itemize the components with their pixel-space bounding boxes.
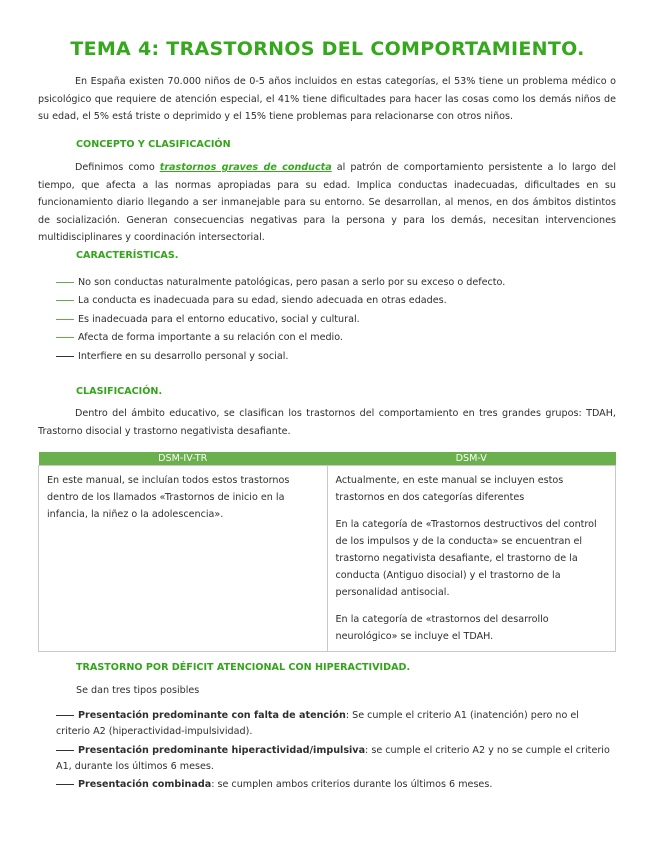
list-item: Presentación combinada: se cumplen ambos criterios durante los últimos 6 meses. <box>56 777 616 793</box>
dsm-iv-header: DSM-IV-TR <box>39 452 328 466</box>
concepto-paragraph <box>38 159 616 247</box>
dash-bullet <box>56 715 74 716</box>
concepto-rest: al patrón de comportamiento persistente a lo largo del tiempo, que afecta a las normas apropiadas para su edad. Implica conductas inadecuadas, dificultades en su funcionamiento diario llegando a ser inmanejable para su entorno. Se desarrollan, al menos, en dos ámbitos distintos de socialización. Generan consecuencias negativas para la persona y para los demás, necesitan intervenciones multidisciplinares y coordinación intersectorial. <box>38 162 616 243</box>
heading-clasificacion: CLASIFICACIÓN. <box>76 386 163 397</box>
heading-concepto: CONCEPTO Y CLASIFICACIÓN <box>76 139 231 150</box>
dash-bullet <box>56 319 74 320</box>
tdah-intro: Se dan tres tipos posibles <box>76 685 200 696</box>
list-item: No son conductas naturalmente patológicas, pero pasan a serlo por su exceso o defecto. <box>56 276 616 290</box>
heading-tdah: TRASTORNO POR DÉFICIT ATENCIONAL CON HIPERACTIVIDAD. <box>76 662 411 673</box>
heading-caracteristicas: CARACTERÍSTICAS. <box>76 250 179 261</box>
clasificacion-paragraph: Dentro del ámbito educativo, se clasifican los trastornos del comportamiento en tres grandes grupos: TDAH, Trastorno disocial y trastorno negativista desafiante. <box>38 408 616 437</box>
dsm-v-header: DSM-V <box>327 452 616 466</box>
list-item: Presentación predominante con falta de atención: Se cumple el criterio A1 (inatención) pero no el criterio A2 (hiperactividad-impulsividad). <box>56 710 579 737</box>
list-item: La conducta es inadecuada para su edad, siendo adecuada en otras edades. <box>56 294 616 308</box>
dsm-comparison-table <box>38 452 616 652</box>
dsm-iv-cell: En este manual, se incluían todos estos trastornos dentro de los llamados «Trastornos de inicio en la infancia, la niñez o la adolescencia». <box>39 466 328 652</box>
dash-bullet <box>56 282 74 283</box>
list-item: Es inadecuada para el entorno educativo, social y cultural. <box>56 313 616 327</box>
dsm-v-paragraph: En la categoría de «Trastornos destructivos del control de los impulsos y de la conducta» se encuentran el trastorno negativista desafiante, el trastorno de la conducta (Antiguo disocial) y el trastorno de la personalidad antisocial. <box>335 519 597 598</box>
list-item: Presentación predominante hiperactividad/impulsiva: se cumple el criterio A2 y no se cumple el criterio A1, durante los últimos 6 meses. <box>56 745 610 772</box>
dsm-v-cell <box>327 466 616 652</box>
list-item: Afecta de forma importante a su relación con el medio. <box>56 331 616 345</box>
dsm-v-paragraph: Actualmente, en este manual se incluyen estos trastornos en dos categorías diferentes <box>335 475 564 503</box>
list-item: Interfiere en su desarrollo personal y social. <box>56 350 616 364</box>
dsm-v-paragraph: En la categoría de «trastornos del desarrollo neurológico» se incluye el TDAH. <box>335 614 549 642</box>
dash-bullet <box>56 300 74 301</box>
dash-bullet <box>56 356 74 357</box>
intro-paragraph: En España existen 70.000 niños de 0-5 años incluidos en estas categorías, el 53% tiene un problema médico o psicológico que requiere de atención especial, el 41% tiene dificultades para hacer las cosas como los demás niños de su edad, el 5% está triste o deprimido y el 15% tiene problemas para relacionarse con otros niños. <box>38 76 616 122</box>
dash-bullet <box>56 750 74 751</box>
concepto-lead: Definimos como <box>75 162 160 173</box>
page-title: TEMA 4: TRASTORNOS DEL COMPORTAMIENTO. <box>70 38 585 60</box>
dash-bullet <box>56 784 74 785</box>
concepto-term: trastornos graves de conducta <box>159 162 332 173</box>
dash-bullet <box>56 337 74 338</box>
